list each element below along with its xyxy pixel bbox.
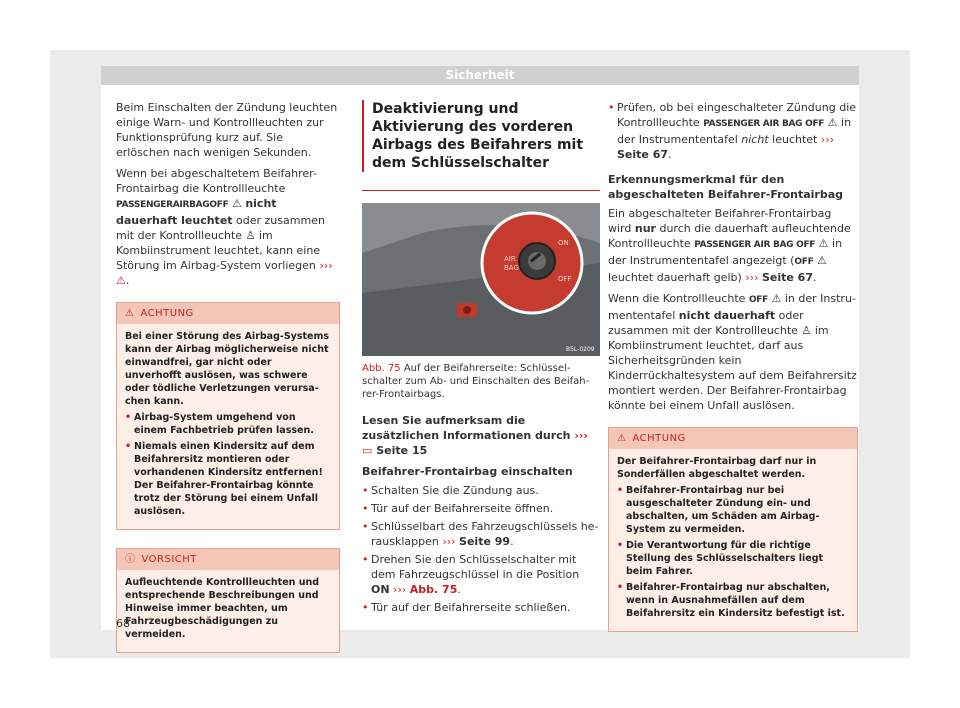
list-item: • Prüfen, ob bei eingeschalteter Zündung die Kontrollleuchte PASSENGER AIR BAG OFF ⚠ in der Instrumententafel nicht leuchtet ››› Seite 67. [608,101,857,161]
subheading: Beifahrer-Frontairbag einschalten [362,465,573,478]
reference-arrow-icon: ››› [820,133,835,146]
section-header: Sicherheit [101,66,859,85]
passenger-airbag-off-lamp-icon: PASSENGER AIR BAG OFF [703,119,825,129]
figure-label-off: OFF [558,275,572,283]
airbag-seat-icon: ⚠ [816,254,827,267]
airbag-seat-icon: ⚠ [231,197,242,210]
reference-arrow-icon: ››› [393,583,407,596]
key-switch-illustration [362,203,600,356]
achtung-intro: Bei einer Störung des Airbag-Systems kann der Airbag möglicherweise nicht einwandfrei, gar nicht oder unverhofft auslösen, was schwere oder tödliche Verletzungen verursachen kann. [125,331,330,407]
airbag-warning-lamp-icon: ♙ [801,324,812,337]
section-heading: Deaktivierung und Aktivierung des vorderen Airbags des Beifahrers mit dem Schlüsselschalter [362,100,600,172]
achtung-box [116,302,340,530]
list-item: • Tür auf der Beifahrerseite schließen. [362,601,571,614]
off-lamp-icon: OFF [748,295,768,305]
achtung-box [608,427,858,632]
off-lamp-icon: OFF [794,257,814,267]
vorsicht-box [116,548,340,653]
info-circle-icon: ⓘ [125,554,136,565]
airbag-seat-icon: ⚠ [818,237,829,250]
airbag-warning-lamp-icon: ♙ [245,229,256,242]
figure-link[interactable]: Abb. 75 [409,583,458,596]
column-middle [362,100,600,618]
page-link[interactable]: Seite 99 [459,535,511,548]
passenger-airbag-off-lamp-icon: PASSENGERAIRBAGOFF [116,200,229,210]
column-right [608,100,858,632]
achtung-intro: Der Beifahrer-Frontairbag darf nur in Sonderfällen abgeschaltet werden. [617,456,817,480]
vorsicht-body: Aufleuchtende Kontrollleuchten und entsprechende Beschreibungen und Hinweise immer beachten, um Fahrzeugbeschädigungen zu vermeiden. [125,577,320,640]
reference-arrow-icon: ››› [745,271,759,284]
list-item: • Tür auf der Beifahrerseite öffnen. [362,502,554,515]
subheading: Erkennungsmerkmal für den abgeschalteten Beifahrer-Frontairbag [608,173,844,201]
figure-key-switch [362,203,600,356]
list-item: • Schalten Sie die Zündung aus. [362,484,539,497]
figure-label-on: ON [558,239,569,247]
list-item: • Beifahrer-Frontairbag nur abschalten, wenn in Ausnahmefällen auf dem Beifahrersitz ein Kindersitz befestigt ist. [617,582,845,619]
airbag-seat-icon: ⚠ [827,116,838,129]
read-more: Lesen Sie aufmerksam die zusätzlichen Informationen durch ››› ▭ Seite 15 [362,414,588,457]
figure-code: B5L-0209 [566,346,595,353]
paragraph: Wenn die Kontrollleuchte OFF ⚠ in der Instrumententafel nicht dauerhaft oder zusammen mit der Kontrollleuchte ♙ im Kombiinstrument leuchtet, darf aus Sicherheitsgründen kein Kinderrückhaltesystem auf dem Beifahrersitz montiert werden. Der Beifahrer-Frontairbag könnte bei einem Unfall auslösen. [608,292,857,412]
list-item: • Niemals einen Kindersitz auf dem Beifahrersitz montieren oder vorhandenen Kindersitz entfernen! Der Beifahrer-Frontairbag könnte trotz der Störung bei einem Unfall auslösen. [125,441,323,517]
figure-number: Abb. 75 [362,363,401,374]
passenger-airbag-off-lamp-icon: PASSENGER AIR BAG OFF [694,240,816,250]
list-item: • Schlüsselbart des Fahrzeugschlüssels herausklappen ››› Seite 99. [362,520,599,548]
figure-caption: Abb. 75 Auf der Beifahrerseite: Schlüsselschalter zum Ab- und Einschalten des Beifahrer-Frontairbags. [362,363,590,400]
list-item: • Beifahrer-Frontairbag nur bei ausgeschalteter Zündung ein- und abschalten, um Schäden am Airbag-System zu vermeiden. [617,485,820,535]
achtung-title: ACHTUNG [632,433,686,444]
page-link[interactable]: Seite 15 [376,444,428,457]
achtung-title: ACHTUNG [140,308,194,319]
warning-triangle-icon: ⚠ [116,274,126,287]
book-icon: ▭ [362,444,373,457]
page-link[interactable]: Seite 67 [617,148,669,161]
list-item: • Drehen Sie den Schlüsselschalter mit dem Fahrzeugschlüssel in die Position ON ››› Abb. 75. [362,553,580,596]
intro-paragraph: Beim Einschalten der Zündung leuchten einige Warn- und Kontrollleuchten zur Funktionsprüfung kurz auf. Sie erlöschen nach wenigen Sekunden. [116,101,338,159]
paragraph: Ein abgeschalteter Beifahrer-Frontairbag wird nur durch die dauerhaft aufleuchtende Kontrollleuchte PASSENGER AIR BAG OFF ⚠ in der Instrumententafel angezeigt (OFF ⚠ leuchtet dauerhaft gelb) ››› Seite 67. [608,207,851,284]
figure-label-bag: BAG [504,264,519,272]
paragraph-lamp: Wenn bei abgeschaltetem Beifahrer-Frontairbag die Kontrollleuchte PASSENGERAIRBAGOFF ⚠ nicht dauerhaft leuchtet oder zusammen mit der Kontrollleuchte ♙ im Kombiinstrument leuchtet, kann eine Störung im Airbag-System vorliegen ››› ⚠. [116,167,333,287]
list-item: • Airbag-System umgehend von einem Fachbetrieb prüfen lassen. [125,412,314,436]
reference-arrow-icon: ››› [574,429,588,442]
column-left [116,100,340,653]
list-item: • Die Verantwortung für die richtige Stellung des Schlüsselschalters liegt beim Fahrer. [617,540,824,577]
page-number: 68 [116,617,130,630]
page-link[interactable]: Seite 67 [761,271,813,284]
reference-arrow-icon: ››› [442,535,456,548]
vorsicht-title: VORSICHT [141,554,197,565]
warning-triangle-icon: ⚠ [617,433,627,444]
figure-label-air: AIR [504,255,516,263]
reference-arrow-icon: ››› [319,259,333,272]
warning-triangle-icon: ⚠ [125,308,135,319]
airbag-seat-icon: ⚠ [771,292,782,305]
